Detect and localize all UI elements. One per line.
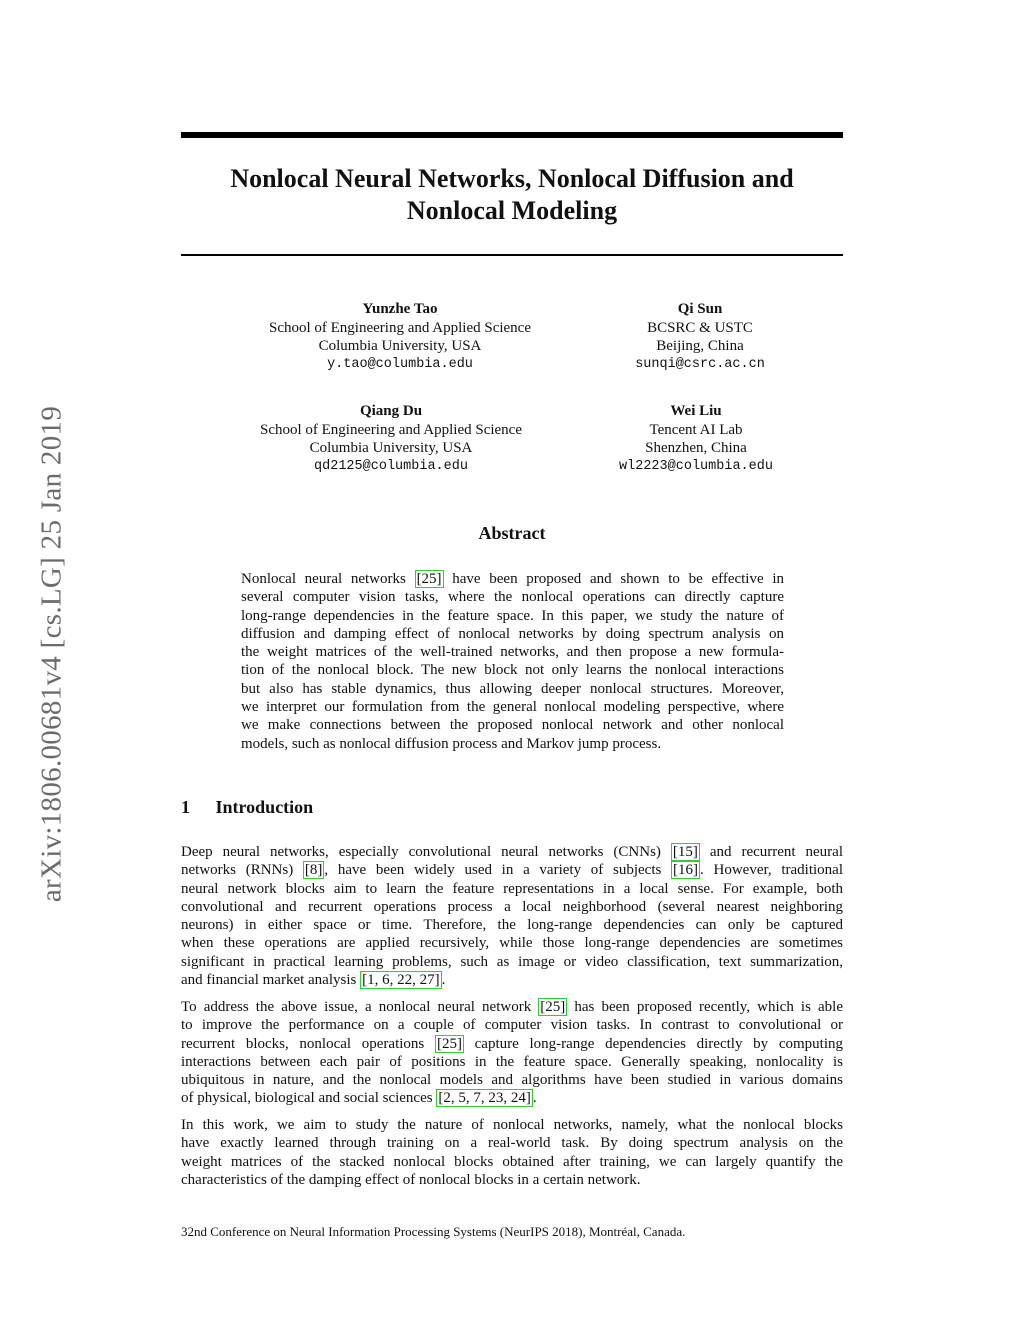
author-affiliation: Tencent AI Lab [649, 421, 743, 438]
author-name: Qi Sun [677, 301, 723, 317]
text-line: Nonlocal neural networks [25] have been proposed and shown to be effective in [241, 571, 784, 587]
text-line: when these operations are applied recursively, while those long-range dependencies are sometimes [181, 935, 843, 952]
text-line: tion of the nonlocal block. The new block not only learns the nonlocal interactions [241, 662, 784, 679]
author-block-du [241, 402, 541, 476]
author-location: Shenzhen, China [645, 440, 747, 456]
author-email[interactable]: sunqi@csrc.ac.cn [635, 356, 765, 372]
author-block-tao [250, 300, 550, 374]
text-line: To address the above issue, a nonlocal neural network [25] has been proposed recently, which is able [181, 999, 843, 1015]
text-line: characteristics of the damping effect of nonlocal blocks in a certain network. [181, 1171, 641, 1188]
author-name: Wei Liu [670, 403, 722, 419]
author-email[interactable]: wl2223@columbia.edu [619, 458, 773, 474]
text-line: Deep neural networks, especially convolutional neural networks (CNNs) [15] and recurrent neural [181, 844, 843, 860]
text-line: significant in practical learning problems, such as image or video classification, text summarization, [181, 953, 843, 970]
author-block-liu [596, 402, 796, 476]
citation-link[interactable]: [8] [304, 862, 323, 879]
arxiv-identifier-stamp [0, 0, 68, 903]
intro-paragraph-1 [181, 843, 843, 989]
citation-link[interactable]: [2, 5, 7, 23, 24] [438, 1090, 531, 1107]
citation-link[interactable]: [25] [540, 999, 566, 1015]
section-title: Introduction [215, 797, 314, 817]
section-heading-introduction [181, 797, 313, 818]
title-top-rule [181, 132, 843, 138]
author-name: Qiang Du [359, 403, 423, 419]
text-line: networks (RNNs) [8] , have been widely used in a variety of subjects [16] . However, traditional [181, 862, 843, 879]
paper-title [181, 163, 843, 227]
author-block-sun [600, 300, 800, 374]
text-line: long-range dependencies in the feature space. In this paper, we study the nature of [241, 607, 784, 624]
citation-link[interactable]: [25] [436, 1035, 462, 1052]
author-location: Beijing, China [656, 338, 744, 354]
text-line: but also has stable dynamics, thus allowing deeper nonlocal structures. Moreover, [241, 680, 784, 697]
author-affiliation: School of Engineering and Applied Science [268, 319, 532, 336]
author-affiliation: School of Engineering and Applied Science [259, 421, 523, 438]
text-line: have exactly learned through training on a real-world task. By doing spectrum analysis on the [181, 1135, 843, 1152]
text-line: diffusion and damping effect of nonlocal networks by doing spectrum analysis on [241, 625, 784, 642]
intro-paragraph-2 [181, 998, 843, 1108]
text-line: several computer vision tasks, where the nonlocal operations can directly capture [241, 589, 784, 606]
text-line: interactions between each pair of positions in the feature space. Generally speaking, nonlocality is [181, 1053, 843, 1070]
author-location: Columbia University, USA [309, 440, 473, 456]
arxiv-stamp-text: arXiv:1806.00681v4 [cs.LG] 25 Jan 2019 [35, 405, 68, 903]
title-bottom-rule [181, 254, 843, 256]
title-line-2: Nonlocal Modeling [406, 196, 618, 225]
author-name: Yunzhe Tao [362, 301, 438, 317]
text-line: the weight matrices of the well-trained networks, and then propose a new formula- [241, 644, 784, 661]
text-line: recurrent blocks, nonlocal operations [25] capture long-range dependencies directly by computing [181, 1035, 843, 1052]
abstract-heading: Abstract [478, 523, 546, 543]
text-line: we make connections between the proposed nonlocal network and other nonlocal [241, 717, 784, 734]
intro-paragraph-3 [181, 1116, 843, 1189]
citation-link[interactable]: [16] [673, 862, 699, 879]
section-number: 1 [181, 797, 190, 817]
text-line: ubiquitous in nature, and the nonlocal models and algorithms have been studied in various domains [181, 1072, 843, 1089]
text-line: to improve the performance on a couple of computer vision tasks. In contrast to convolutional or [181, 1017, 843, 1034]
text-line: neurons) in either space or time. Therefore, the long-range dependencies can only be captured [181, 917, 843, 934]
text-line: In this work, we aim to study the nature of nonlocal networks, namely, what the nonlocal blocks [181, 1117, 843, 1133]
text-line: neural network blocks aim to learn the feature representations in a local sense. For example, both [181, 880, 843, 897]
citation-link[interactable]: [15] [672, 844, 698, 860]
conference-footnote: 32nd Conference on Neural Information Processing Systems (NeurIPS 2018), Montréal, Canada. [181, 1224, 686, 1239]
text-line: we interpret our formulation from the general nonlocal modeling perspective, where [241, 699, 784, 716]
text-line: of physical, biological and social sciences [2, 5, 7, 23, 24] . [181, 1090, 537, 1107]
author-email[interactable]: qd2125@columbia.edu [314, 458, 468, 474]
text-line: models, such as nonlocal diffusion process and Markov jump process. [241, 735, 662, 752]
author-email[interactable]: y.tao@columbia.edu [327, 356, 473, 372]
text-line: weight matrices of the stacked nonlocal blocks obtained after training, we can largely quantify the [181, 1153, 843, 1170]
author-location: Columbia University, USA [318, 338, 482, 354]
citation-link[interactable]: [1, 6, 22, 27] [362, 972, 440, 989]
text-line: convolutional and recurrent operations process a local neighborhood (several nearest neighboring [181, 898, 843, 915]
title-line-1: Nonlocal Neural Networks, Nonlocal Diffusion and [230, 164, 794, 193]
abstract-body [241, 570, 784, 753]
author-affiliation: BCSRC & USTC [647, 319, 753, 336]
text-line: and financial market analysis [1, 6, 22, 27] . [181, 972, 446, 989]
citation-link[interactable]: [25] [416, 571, 442, 587]
